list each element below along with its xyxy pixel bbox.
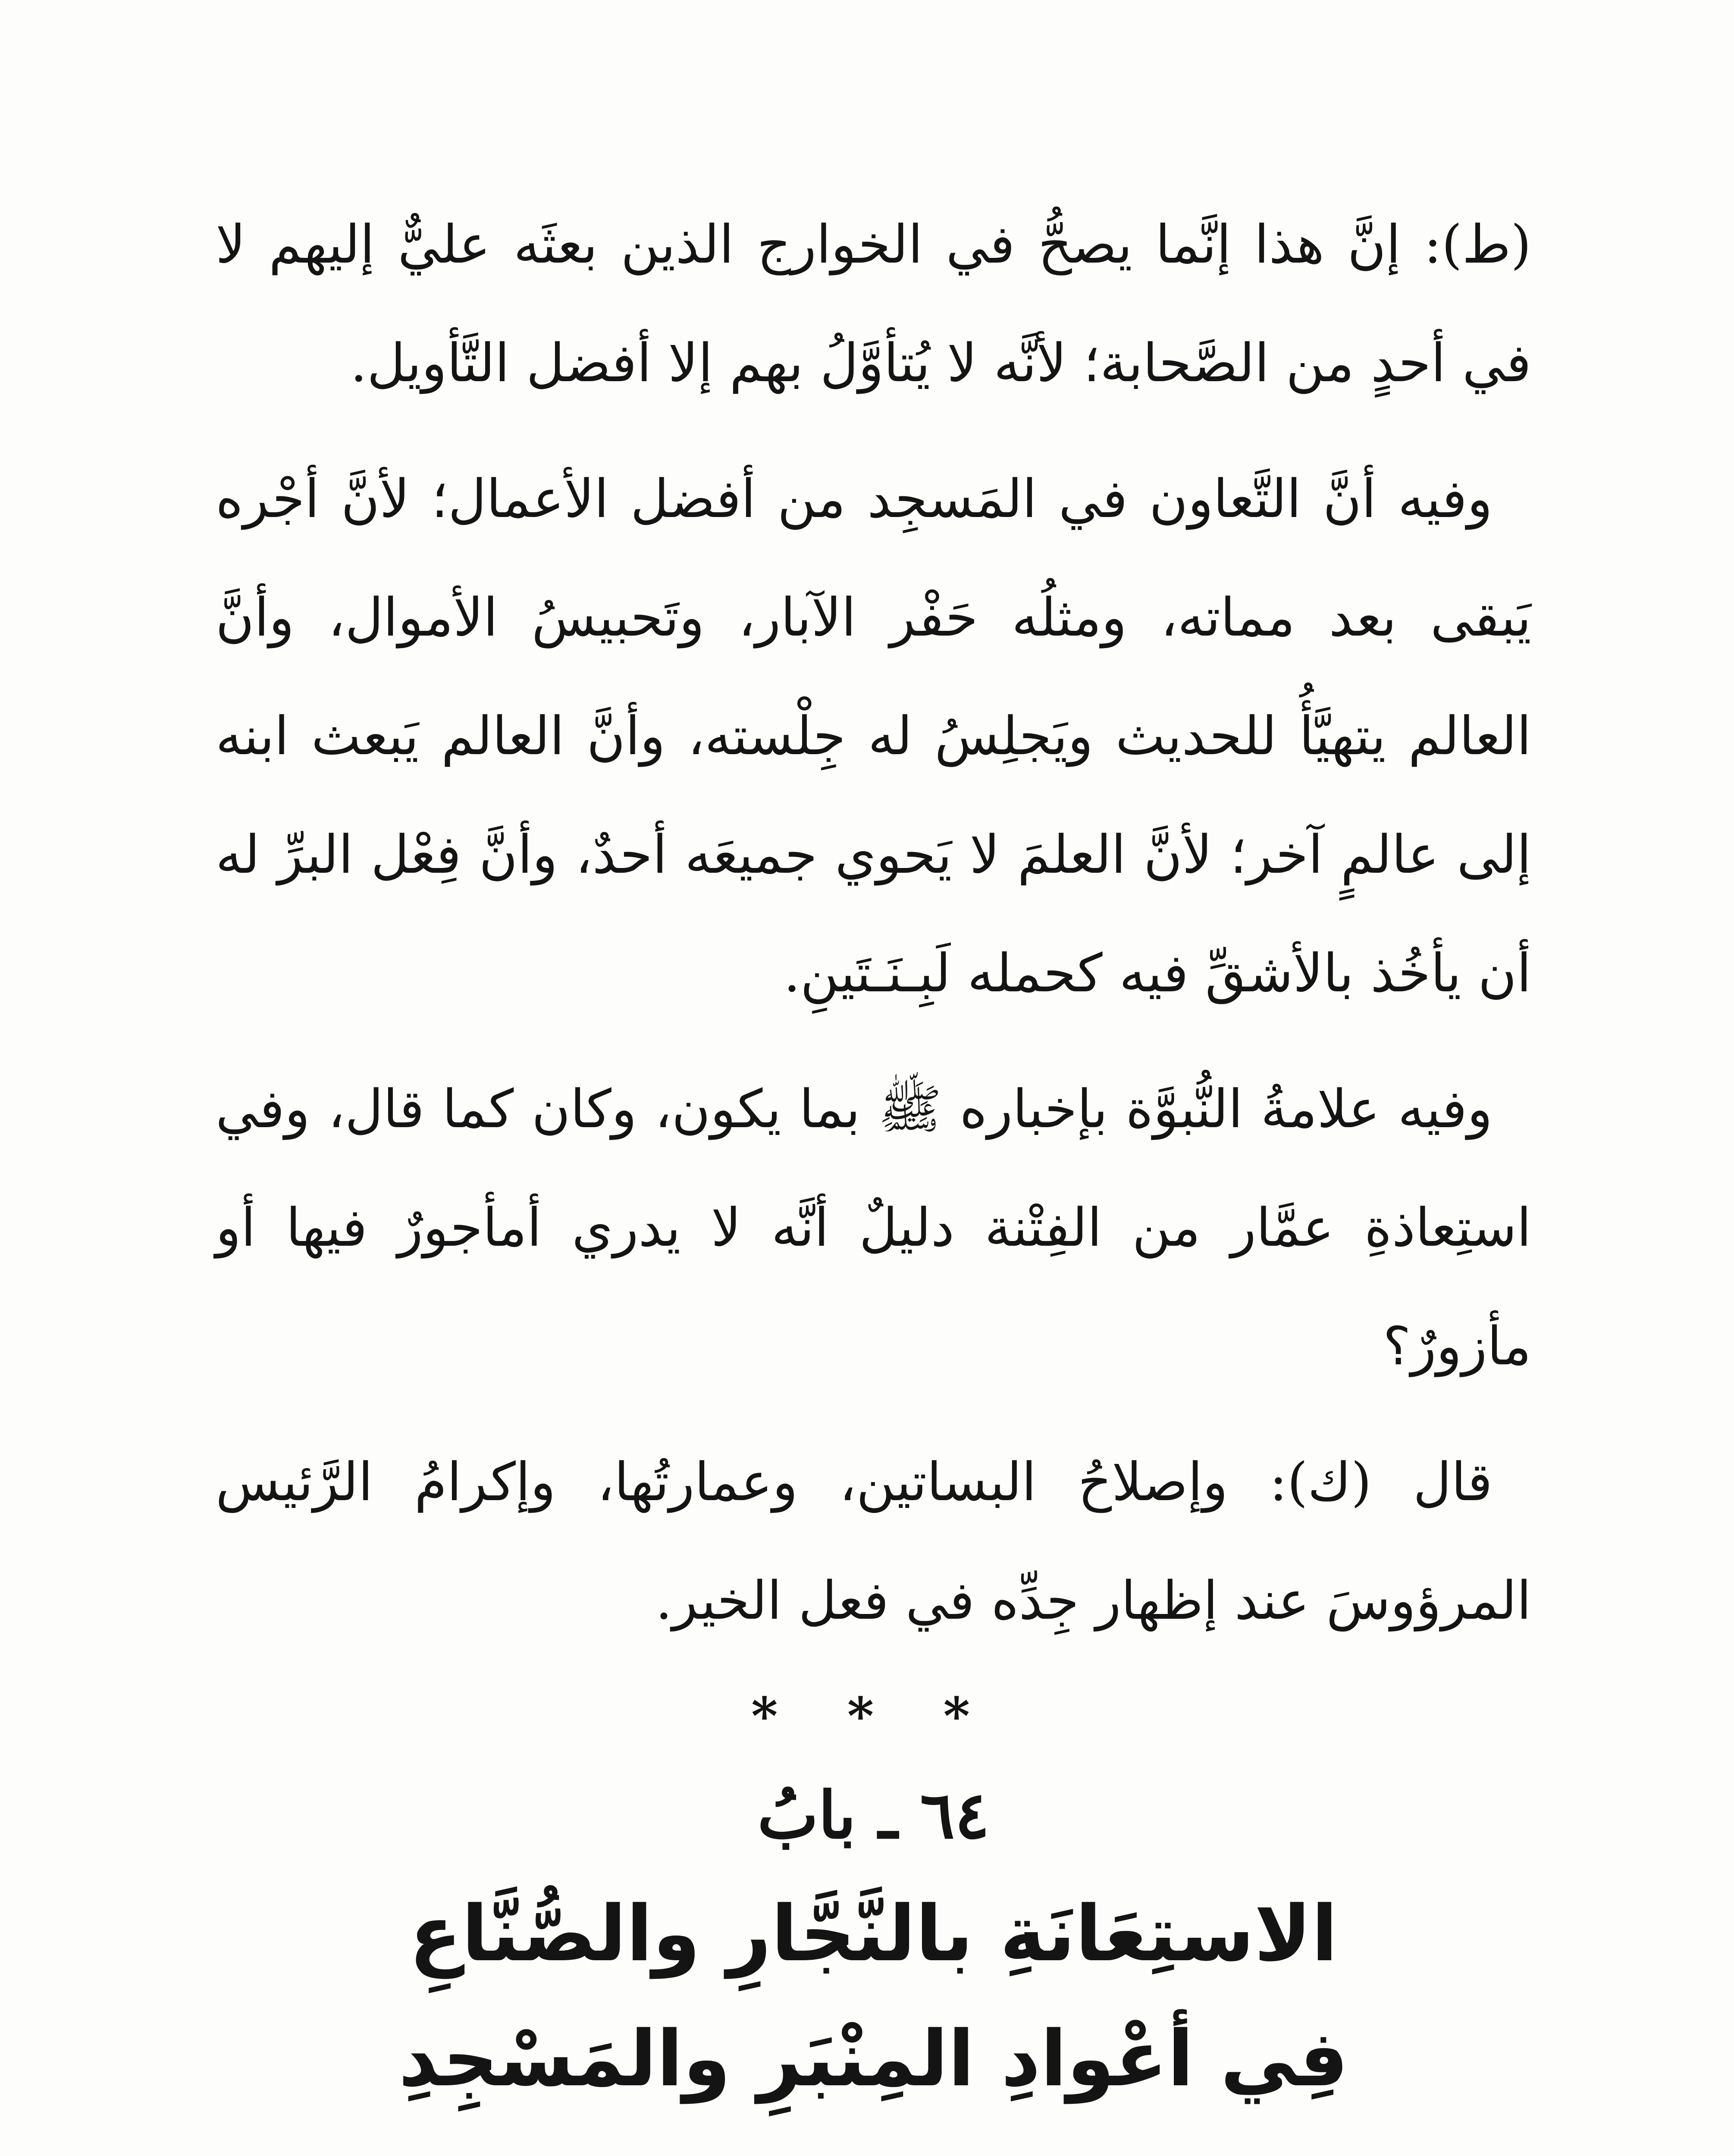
paragraph-prophecy: وفيه علامةُ النُّبوَّة بإخباره ﷺ بما يكون، وكان كما قال، وفي استِعاذةِ عمَّار من الفِتْنة دليلٌ أنَّه لا يدري أمأجورٌ فيها أو مأزورٌ؟ [216, 1078, 1531, 1377]
section-separator: * * * [751, 1686, 996, 1746]
chapter-title-line-2: فِي أعْوادِ المِنْبَرِ والمَسْجِدِ [398, 2014, 1348, 2103]
paragraph-cooperation: وفيه أنَّ التَّعاون في المَسجِد من أفضل الأعمال؛ لأنَّ أجْره يَبقى بعد مماته، ومثلُه حَفْر الآبار، وتَحبيسُ الأموال، وأنَّ العالم يتهيَّأُ للحديث ويَجلِسُ له جِلْسته، وأنَّ العالم يَبعث ابنه إلى عالمٍ آخر؛ لأنَّ العلمَ لا يَحوي جميعَه أحدٌ، وأنَّ فِعْل البرِّ له أن يأخُذ بالأشقِّ فيه كحمله لَبِـنَـتَينِ. [216, 468, 1531, 1004]
chapter-title-line-1: الاستِعَانَةِ بالنَّجَّارِ والصُّنَّاعِ [409, 1889, 1338, 1978]
paragraph-commentary-t: (ط): إنَّ هذا إنَّما يصحُّ في الخوارج الذين بعثَه عليٌّ إليهم لا في أحدٍ من الصَّحابة؛ لأنَّه لا يُتأوَّلُ بهم إلا أفضل التَّأويل. [216, 214, 1531, 394]
paragraph-commentary-k: قال (ك): وإصلاحُ البساتين، وعمارتُها، وإكرامُ الرَّئيس المرؤوسَ عند إظهار جِدِّه في فعل الخير. [216, 1451, 1531, 1631]
chapter-commentary [216, 2147, 1531, 2156]
chapter-number: ٦٤ ـ بابُ [757, 1777, 990, 1853]
